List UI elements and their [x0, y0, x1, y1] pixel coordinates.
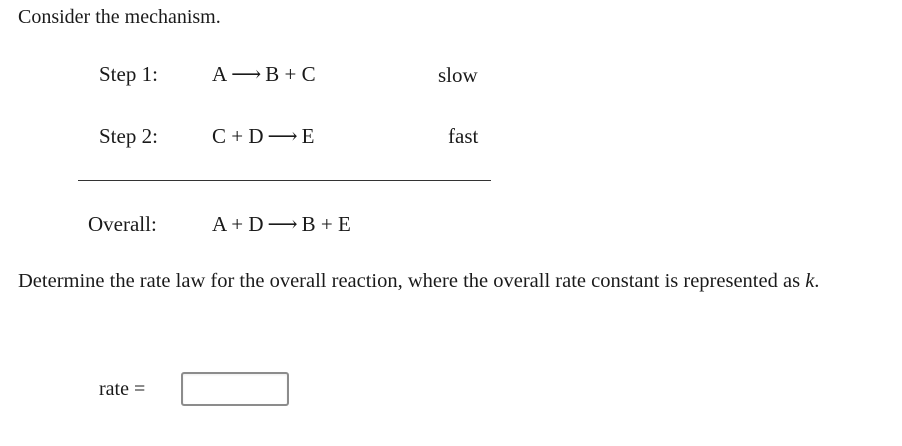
step-2-products: E — [301, 124, 315, 148]
question-end: . — [814, 270, 820, 292]
overall-reactants: A + D — [212, 212, 264, 236]
step-1-label: Step 1: — [99, 62, 158, 86]
step-2-speed: fast — [448, 124, 479, 148]
reaction-arrow-icon: ⟶ — [231, 62, 262, 86]
reaction-arrow-icon: ⟶ — [267, 212, 298, 236]
step-1-speed: slow — [438, 63, 478, 87]
rate-constant-symbol: k — [805, 270, 815, 292]
step-1-reactants: A — [212, 62, 228, 86]
overall-equation — [212, 212, 351, 237]
overall-products: B + E — [301, 212, 351, 236]
overall-label: Overall: — [88, 212, 157, 236]
step-2-label: Step 2: — [99, 124, 158, 148]
step-1-products: B + C — [265, 62, 316, 86]
step-2-reactants: C + D — [212, 124, 264, 148]
reaction-arrow-icon: ⟶ — [267, 124, 298, 148]
step-2-equation — [212, 124, 314, 149]
step-1-equation — [212, 62, 316, 87]
question-body: Determine the rate law for the overall reaction, where the overall rate constant is represented as — [18, 270, 806, 292]
intro-text: Consider the mechanism. — [18, 6, 221, 28]
question-text — [18, 270, 819, 293]
divider-line — [78, 180, 491, 181]
rate-answer-input[interactable] — [181, 372, 289, 406]
rate-label: rate = — [99, 378, 146, 400]
